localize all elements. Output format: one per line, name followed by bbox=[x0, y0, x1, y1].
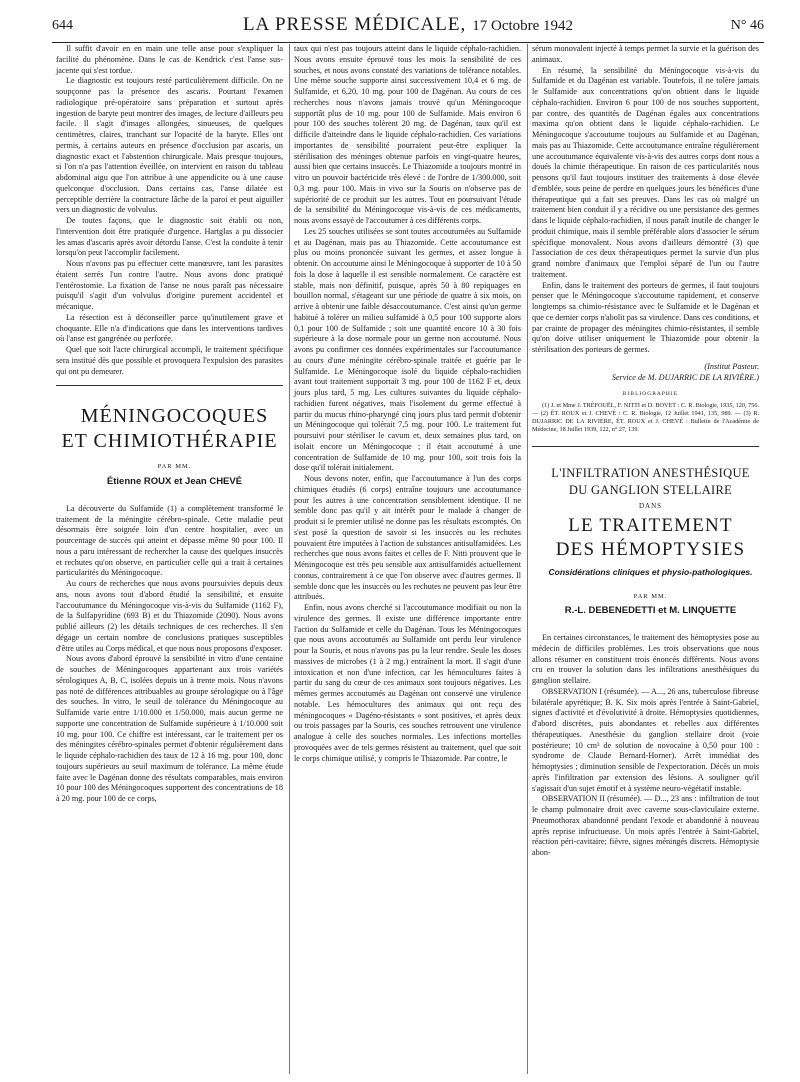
paragraph: Nous devons noter, enfin, que l'accoutumance à l'un des corps chimiques étudiés (6 corps) entraîne toujours une accoutumance pour les autres à une concentration sensiblement identique. Il ne semble donc pas qu'il y ait intérêt pour le malade à changer de produit si le premier utilisé ne donne pas les résultats escomptés. On s'est posé la question de savoir si les insuccès ou les rechutes pouvaient être imputées à l'action de substances antisulfamidées. Les recherches que nous avons faites et celles de F. Nitti prouvent que le Méningocoque est très peu sensible aux antisulfamidés actuellement connus, contrairement à ce que l'on observe avec d'autres germes. Il semble donc que les insuccès ou les rechutes ne peuvent pas leur être attribués. bbox=[294, 474, 521, 602]
paragraph: taux qui n'est pas toujours atteint dans le liquide céphalo-rachidien. Nous avons ensuite éprouvé tous les mois la sensibilité de ces souches, et nous avons constaté des variations de tolérance notables. Une même souche supporte ainsi successivement 10,4 et 6 mg. de Sulfamide, et 6,20, 10 mg. pour 100 de Dagénan. Au cours de ces recherches nous n'avons jamais trouvé qu'un Méningocoque supportât plus de 10 mg. pour 100 de Sulfamide. Mais environ 6 pour 100 des souches tolèrent 20 mg. de Dagénan, taux qu'il est difficile d'atteindre dans le liquide céphalo-rachidien. Ces variations importantes de sensibilité pourraient peut-être expliquer la stérilisation des méninges obtenue parfois en vingt-quatre heures, aussi bien que certains insuccès. Le Thiazomide a toujours montré in vitro un pouvoir bactéricide très élevé : de l'ordre de 1/300.000, soit 0,3 mg. pour 100. Mais in vivo sur la Souris on n'observe pas de supériorité de ce produit sur les autres. Tout en poursuivant l'étude de la sensibilité du Méningocoque vis-à-vis de ces médicaments, nous avons essayé de l'accoutumer à ces différents corps. bbox=[294, 44, 521, 225]
issue-date: 17 Octobre 1942 bbox=[472, 18, 574, 34]
journal-title bbox=[52, 14, 764, 36]
affiliation-service: Service de M. DUJARRIC DE LA RIVIÈRE.) bbox=[611, 372, 759, 382]
paragraph: Nous n'avons pas pu effectuer cette manœuvre, tant les parasites étaient serrés l'un contre l'autre. Nous avons donc pratiqué l'entérostomie. La fixation de l'anse ne nous paraît pas nécessaire puisqu'il s'agit d'un volvulus d'origine purement accidentel et mécanique. bbox=[56, 259, 283, 311]
observation-paragraph: OBSERVATION II (résumée). — D..., 23 ans : infiltration de tout le champ pulmonaire droit avec caverne sous-claviculaire externe. Pneumothorax abandonné pendant l'exode et abandonné à nouveau après reprise infructueuse. Un mois après l'entrée à Saint-Gabriel, réaction péri-cavitaire; fièvre, signes méningés discrets. Hémoptysie abon- bbox=[532, 794, 759, 857]
paragraph: La résection est à déconseiller parce qu'inutilement grave et choquante. Elle n'a d'indications que dans les interventions tardives où l'anse est gangrénée ou perforée. bbox=[56, 312, 283, 344]
paragraph: sérum monovalent injecté à temps permet la survie et la guérison des animaux. bbox=[532, 44, 759, 64]
paragraph: La découverte du Sulfamide (1) a complètement transformé le traitement de la méningite cérébro-spinale. Cette maladie peut désormais être soignée loin d'un centre hospitalier, avec un pourcentage de succès qui atteint et dépasse même 90 pour 100. Il nous a paru intéressant de rechercher la cause des quelques insuccès et rechutes qu'on observe, en particulier celle qui a trait à certaines particularités du Méningocoque. bbox=[56, 503, 283, 578]
paragraph: Enfin, nous avons cherché si l'accoutumance modifiait ou non la virulence des germes. Il existe une différence importante entre l'action du Sulfamide et celle du Dagénan. Tous les Méningocoques que nous avons accoutumés au Sulfamide ont perdu leur virulence pour la Souris, et nous n'avons pas pu la leur rendre. Seule les doses massives de microbes (1 à 2 mg.) entraînent la mort. Il s'agit d'une intoxication et non d'une infection, car les hémocultures faites à partir du sang du cœur de ces animaux sont toujours négatives. Les mêmes germes accoutumés au Dagénan ont conservé une virulence notable. Les hémocultures des animaux qui ont reçu des méningocoques « Dagéno-résistants » sont positives, et après deux ou trois passages par la Souris, ces souches retrouvent une virulence analogue à celle des souches normales. Les infections mortelles provoquées avec de tels germes résistent au traitement, quel que soit le corps chimique utilisé, y compris le Thiazomide. Par contre, le bbox=[294, 603, 521, 763]
paragraph: Quel que soit l'acte chirurgical accompli, le traitement spécifique sera institué dès que possible et provoquera l'expulsion des parasites qui ont pu demeurer. bbox=[56, 345, 283, 376]
article-title-line: L'INFILTRATION ANESTHÉSIQUE bbox=[551, 466, 750, 480]
paragraph: Au cours de recherches que nous avons poursuivies depuis deux ans, nous avons tout d'abord étudié la sensibilité, et ensuite l'accoutumance du Méningocoque vis-à-vis du Sulfamide (1162 F), de la Sulfapyridine (693 B) et du Thiazomide (2090). Nous avons publié ailleurs (2) les détails techniques de ces recherches. Il s'en dégage un certain nombre de conclusions pratiques susceptibles d'être utiles au Corps médical, et que nous nous proposons d'exposer. bbox=[56, 579, 283, 653]
bibliography: (1) J. et Mme J. TRÉFOUËL, F. NITTI et D. BOVET : C. R. Biologie, 1935, 120, 756. — (2) ÉT. ROUX et J. CHEVÉ : C. R. Biologie, 12 Juillet 1941, 135, 989. — (3) R. DUJARRIC DE LA RIVIÈRE, ÉT. ROUX et J. CHEVÉ : Bulletin de l'Académie de Médecine, 18 Juillet 1939, 122, n° 27, 139. bbox=[532, 402, 759, 433]
journal-name: LA PRESSE MÉDICALE, bbox=[242, 14, 467, 35]
column-3 bbox=[532, 44, 759, 859]
bibliography-heading: BIBLIOGRAPHIE bbox=[622, 391, 679, 398]
observation-paragraph: OBSERVATION I (résumée). — A..., 26 ans, tuberculose fibreuse bilatérale apyrétique; B. K. Six mois après l'entrée à Saint-Gabriel, signes d'activité et d'évolutivité à droite. Hémoptysies quotidiennes, d'abord discrètes, puis abondantes et rebelles aux différentes thérapeutiques. Anesthésie du ganglion stellaire droit (voie postérieure; 10 cm³ de solution de novocaïne à 0,50 pour 100 : syndrome de Claude Bernard-Horner). Arrêt immédiat des hémoptysies ; diminution sensible de l'expectoration. Décès un mois après l'infiltration par extension des lésions. A souligner qu'il s'agissait d'un sujet émotif et à système neuro-végétatif instable. bbox=[532, 686, 759, 793]
article-title: MÉNINGOCOQUES ET CHIMIOTHÉRAPIE bbox=[61, 405, 278, 453]
paragraph: Enfin, dans le traitement des porteurs de germes, il faut toujours penser que le Méningocoque s'accoutume rapidement, et conserve longtemps sa chimio-résistance avec le Sulfamide et le Dagénan et que ce dernier corps n'abolit pas sa virulence. Dans ces conditions, et par crainte de propager des méningites chimio-résistantes, il semble qu'on doive utiliser uniquement le Thiazomide pour obtenir la stérilisation des porteurs de germes. bbox=[532, 280, 759, 354]
paragraph: Nous avons d'abord éprouvé la sensibilité in vitro d'une centaine de souches de Méningocoques appartenant aux trois variétés sérologiques A, B, C, isolées depuis un à trente mois. Nous n'avons pas noté de différences attribuables au groupe sérologique ou à l'âge des souches. In vitro, le seuil de tolérance du Méningocoque au Sulfamide varie entre 1/10.000 et 1/50.000, mais aucun germe ne supporte une concentration de Sulfamide supérieure à 1/10.000 soit 10 mg. pour 100. Ce chiffre est intéressant, car le traitement per os des méningites cérébro-spinales permet d'obtenir régulièrement dans le liquide céphalo-rachidien des taux de 12 à 16 mg. pour 100, donc toujours supérieurs au seuil maximum de tolérance. La même étude faite avec le Dagénan donne des résultats comparables, mais environ 10 pour 100 des Méningocoques supportent des concentrations de 18 à 20 mg. pour 100 de ce corps, bbox=[56, 654, 283, 803]
page-number: 644 bbox=[52, 18, 73, 33]
column-1 bbox=[56, 44, 283, 805]
article-title-line: LE TRAITEMENT bbox=[568, 514, 733, 536]
section-rule bbox=[532, 446, 759, 447]
issue-number: N° 46 bbox=[730, 18, 764, 33]
article-title-dans: DANS bbox=[638, 502, 663, 510]
paragraph: Les 25 souches utilisées se sont toutes accoutumées au Sulfamide et au Dagénan, mais pas au Thiazomide. Cette accoutumance est plus ou moins prononcée suivant les germes, et assez longue à obtenir. On accoutume ainsi le Méningocoque à supporter de 10 à 50 fois la dose à laquelle il est sensible normalement. Ce caractère est stable, mais non définitif, puisque, après 50 à 80 repiquages en bouillon normal, s'étageant sur une période de quatre à six mois, on arrive à obtenir une faible désaccoutumance. C'est ainsi qu'un germe habitué à tolérer un milieu sulfamidé à 0,5 pour 100 supporte alors 0,1 pour 100 de Sulfamide ; soit une quantité encore 10 à 30 fois supérieure à la dose normale pour un germe non accoutumé. Nous avons pu confirmer ces données expérimentales sur l'accoutumance au cours d'une méningite cérébro-spinale traitée et guérie par le Sulfamide. Le Méningocoque isolé du liquide céphalo-rachidien avant tout traitement supportait 3 mg. pour 100 de 1162 F et, deux jours plus tard, 5 mg. Les cultures suivantes du liquide céphalo-rachidien furent négatives, mais l'isolement du germe effectué à partir du mucus rhino-pharyngé cinq jours plus tard permit d'obtenir un Méningocoque qui tolérait 7,5 mg. pour 100. Le traitement fut poursuivi pour stériliser le cavum et, deux semaines plus tard, on isolait encore un Méningocoque ; il était accoutumé à une concentration de Sulfamide de 10 mg. pour 100, soit trois fois la dose qu'il tolérait initialement. bbox=[294, 226, 521, 473]
page-header bbox=[52, 14, 764, 43]
article-authors: Étienne ROUX et Jean CHEVÉ bbox=[106, 476, 243, 487]
column-2 bbox=[294, 44, 521, 764]
article-title-line: DU GANGLION STELLAIRE bbox=[568, 483, 733, 497]
paragraph: Il suffit d'avoir en en main une telle anse pour s'expliquer la facilité du phénomène. Dans le cas de Kendrick c'est l'anse sus-jacente qui s'est tordue. bbox=[56, 44, 283, 75]
article-authors: R.-L. DEBENEDETTI et M. LINQUETTE bbox=[564, 605, 737, 617]
byline-par: PAR MM. bbox=[633, 592, 668, 600]
paragraph: De toutes façons, que le diagnostic soit établi ou non, l'intervention doit être pratiquée d'urgence. Hartglas a pu dissocier les amas d'ascaris après avoir détordu l'anse. C'est la conduite à tenir lorsqu'on peut l'accomplir facilement. bbox=[56, 216, 283, 258]
paragraph: Le diagnostic est toujours resté particulièrement difficile. On ne soupçonne pas la présence des ascaris. Pourtant l'examen radiologique pré-opératoire sans préparation et surtout après ingestion de baryte peut montrer des images, de lecture d'ailleurs peu facile. Il s'agit d'images allongées, sinueuses, de quelques centimètres, claires, tranchant sur l'opacité de la baryte. Elles ont permis, à certains auteurs en présence d'occlusion par ascaris, un diagnostic exact et l'abstention chirurgicale. Mais presque toujours, si l'on n'a pas l'attention éveillée, on intervient en raison du tableau abdominal aigu que l'on attribue à une appendicite ou à une cause quelconque d'occlusion. Dans certains cas, l'anse dilatée est perceptible derrière la contracture lâche de la paroi et peut aiguiller vers un diagnostic de volvulus. bbox=[56, 76, 283, 215]
affiliation: (Institut Pasteur. bbox=[704, 361, 759, 371]
paragraph: En résumé, la sensibilité du Méningocoque vis-à-vis du Sulfamide et du Dagénan est variable. Toutefois, il ne tolère jamais le Sulfamide aux concentrations qu'on obtient dans le liquide céphalo-rachidien. Environ 6 pour 100 de nos souches supportent, par contre, des quantités de Dagénan égales aux concentrations maxima qu'on obtient dans le liquide céphalo-rachidien. Le Méningocoque s'accoutume toujours au Sulfamide et au Dagénan, mais pas au Thiazomide. Cette accoutumance entraîne régulièrement une accoutumance équivalente vis-à-vis des autres corps dont nous a doués la chimie thérapeutique. En raison de ces particularités nous pensons qu'il faut toujours instituer des traitements à dose élevée d'emblée, sous peine de perdre en quelques jours les bénéfices d'une thérapeutique qui a fait ses preuves. Dans les cas où malgré un traitement bien conduit il y a récidive ou une persistance des germes dans le liquide céphalo-rachidien, il nous paraît inutile de changer le produit chimique, mais il semble préférable alors d'associer le sérum spécifique monovalent. Nous avons d'ailleurs démontré (3) que l'association de ces deux thérapeutiques permet la survie d'un plus grand nombre d'animaux que l'emploi séparé de l'un ou l'autre traitement. bbox=[532, 65, 759, 279]
article-title-line: DES HÉMOPTYSIES bbox=[555, 538, 746, 560]
byline-par: PAR MM. bbox=[157, 463, 192, 471]
column-divider bbox=[527, 44, 528, 1074]
section-rule bbox=[56, 385, 283, 386]
paragraph: En certaines circonstances, le traitement des hémoptysies pose au médecin de difficiles problèmes. Les trois observations que nous allons résumer en constituent trois énoncés différents. Nous avons cru en trouver la solution dans les infiltrations anesthésiques du ganglion stellaire. bbox=[532, 633, 759, 685]
article-subtitle: Considérations cliniques et physio-pathologiques. bbox=[548, 566, 753, 577]
column-divider bbox=[289, 44, 290, 1074]
